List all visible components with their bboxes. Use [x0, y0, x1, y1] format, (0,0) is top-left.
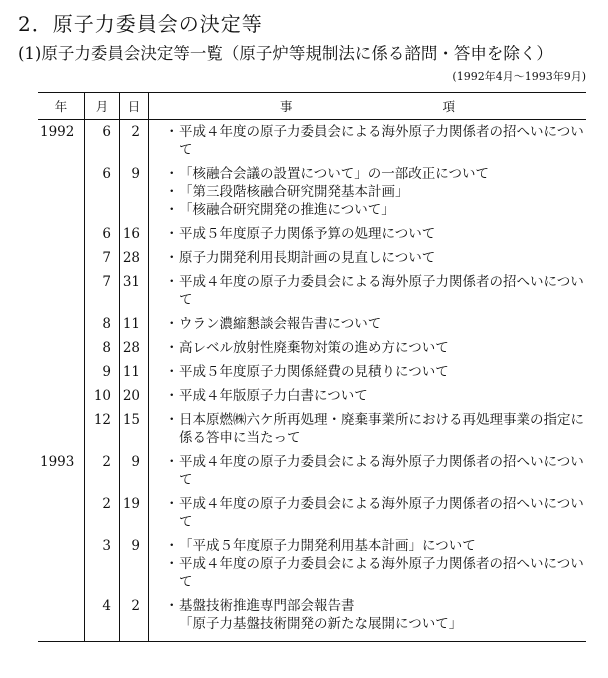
- cell-subject: [149, 162, 587, 222]
- cell-year: 1993: [40, 454, 75, 470]
- subject-text: 「第三段階核融合研究開発基本計画」: [179, 184, 409, 200]
- cell-month: 6: [85, 222, 120, 246]
- header-day: 日: [120, 93, 149, 120]
- bullet-mark: ・: [165, 556, 179, 572]
- cell-subject: [149, 336, 587, 360]
- table-header-row: [38, 93, 586, 120]
- table-row: [38, 270, 586, 312]
- subject-text: 平成４年度の原子力委員会による海外原子力関係者の招へいについて: [179, 496, 584, 530]
- table-row: [38, 336, 586, 360]
- cell-year: [38, 384, 85, 408]
- cell-day: 9: [120, 534, 149, 594]
- cell-day: 19: [120, 492, 149, 534]
- cell-year: [38, 336, 85, 360]
- cell-year: [38, 222, 85, 246]
- subject-text: 平成４年度の原子力委員会による海外原子力関係者の招へいについて: [179, 556, 584, 590]
- table-row: [38, 408, 586, 450]
- subject-text: ウラン濃縮懇談会報告書について: [179, 316, 382, 332]
- cell-subject: [149, 534, 587, 594]
- period-label: (1992年4月～1993年9月): [452, 70, 586, 83]
- cell-year: [38, 534, 85, 594]
- cell-subject: [149, 492, 587, 534]
- cell-subject: [149, 384, 587, 408]
- subject-entry: [149, 273, 586, 309]
- cell-month: 3: [85, 534, 120, 594]
- header-subject-b: 項: [442, 99, 456, 114]
- subject-text: 日本原燃㈱六ケ所再処理・廃棄事業所における再処理事業の指定に係る答申に当たって: [179, 412, 584, 446]
- subject-text: 平成４年度の原子力委員会による海外原子力関係者の招へいについて: [179, 124, 584, 158]
- table-row: [38, 162, 586, 222]
- cell-subject: [149, 246, 587, 270]
- bullet-mark: ・: [165, 166, 179, 182]
- header-year: 年: [38, 93, 85, 120]
- cell-month: 2: [85, 492, 120, 534]
- cell-day: 11: [120, 312, 149, 336]
- cell-year: [38, 594, 85, 642]
- cell-subject: [149, 270, 587, 312]
- subject-entry: [149, 555, 586, 591]
- cell-month: 8: [85, 336, 120, 360]
- cell-month: 6: [85, 120, 120, 163]
- cell-day: 15: [120, 408, 149, 450]
- subject-text: 「原子力基盤技術開発の新たな展開について」: [179, 616, 463, 632]
- subject-entry: [149, 123, 586, 159]
- subject-entry: [149, 165, 586, 183]
- cell-day: 31: [120, 270, 149, 312]
- subject-entry: [149, 537, 586, 555]
- section-heading: 2．原子力委員会の決定等: [18, 12, 263, 36]
- cell-subject: [149, 450, 587, 492]
- bullet-mark: ・: [165, 226, 179, 242]
- subject-text: 平成４年度の原子力委員会による海外原子力関係者の招へいについて: [179, 454, 584, 488]
- cell-day: 9: [120, 450, 149, 492]
- subject-text: 平成５年度原子力関係予算の処理について: [179, 226, 436, 242]
- subject-text: 高レベル放射性廃棄物対策の進め方について: [179, 340, 449, 356]
- cell-subject: [149, 360, 587, 384]
- subject-entry: [149, 201, 586, 219]
- cell-day: 28: [120, 336, 149, 360]
- cell-day: 9: [120, 162, 149, 222]
- cell-day: 2: [120, 594, 149, 642]
- bullet-mark: ・: [165, 202, 179, 218]
- table-body: [38, 120, 586, 642]
- bullet-mark: ・: [165, 340, 179, 356]
- cell-day: 11: [120, 360, 149, 384]
- subject-text: 平成４年度の原子力委員会による海外原子力関係者の招へいについて: [179, 274, 584, 308]
- cell-year: [38, 312, 85, 336]
- cell-month: 7: [85, 246, 120, 270]
- subject-entry: [149, 387, 586, 405]
- bullet-mark: ・: [165, 316, 179, 332]
- subject-entry: [149, 453, 586, 489]
- cell-year: [38, 408, 85, 450]
- subject-entry: [149, 411, 586, 447]
- cell-day: 2: [120, 120, 149, 163]
- subject-text: 平成４年版原子力白書について: [179, 388, 368, 404]
- cell-month: 7: [85, 270, 120, 312]
- table-heading: (1)原子力委員会決定等一覧（原子炉等規制法に係る諮問・答申を除く）: [18, 44, 553, 63]
- cell-month: 2: [85, 450, 120, 492]
- subject-text: 「平成５年度原子力開発利用基本計画」について: [179, 538, 476, 554]
- cell-month: 6: [85, 162, 120, 222]
- table-row: [38, 450, 586, 492]
- bullet-mark: ・: [165, 124, 179, 140]
- subject-entry: [149, 315, 586, 333]
- subject-entry: [149, 249, 586, 267]
- table-row: [38, 312, 586, 336]
- cell-day: 28: [120, 246, 149, 270]
- bullet-mark: ・: [165, 538, 179, 554]
- subject-text: 基盤技術推進専門部会報告書: [179, 598, 355, 614]
- cell-subject: [149, 594, 587, 642]
- table-row: [38, 120, 586, 163]
- table-row: [38, 246, 586, 270]
- bullet-mark: ・: [165, 274, 179, 290]
- subject-entry: [149, 339, 586, 357]
- cell-month: 10: [85, 384, 120, 408]
- table-row: [38, 384, 586, 408]
- header-subject-a: 事: [279, 99, 293, 114]
- subject-text: 平成５年度原子力関係経費の見積りについて: [179, 364, 449, 380]
- header-subject: [149, 93, 587, 120]
- table-row: [38, 492, 586, 534]
- bullet-mark: ・: [165, 598, 179, 614]
- bullet-mark: ・: [165, 454, 179, 470]
- cell-day: 20: [120, 384, 149, 408]
- cell-subject: [149, 408, 587, 450]
- cell-subject: [149, 222, 587, 246]
- cell-year: [38, 492, 85, 534]
- header-month: 月: [85, 93, 120, 120]
- cell-subject: [149, 312, 587, 336]
- table-row: [38, 360, 586, 384]
- cell-year: [38, 246, 85, 270]
- table-row: [38, 534, 586, 594]
- cell-year: [38, 360, 85, 384]
- subject-entry: [149, 183, 586, 201]
- bullet-mark: ・: [165, 184, 179, 200]
- decisions-table: [38, 92, 586, 642]
- cell-month: 4: [85, 594, 120, 642]
- subject-entry: [149, 225, 586, 243]
- table-row: [38, 594, 586, 642]
- bullet-mark: ・: [165, 364, 179, 380]
- bullet-mark: ・: [165, 496, 179, 512]
- subject-text: 「核融合研究開発の推進について」: [179, 202, 395, 218]
- subject-entry: [149, 363, 586, 381]
- subject-entry: [149, 615, 586, 633]
- subject-text: 原子力開発利用長期計画の見直しについて: [179, 250, 436, 266]
- table-row: [38, 222, 586, 246]
- cell-day: 16: [120, 222, 149, 246]
- cell-month: 9: [85, 360, 120, 384]
- bullet-mark: ・: [165, 250, 179, 266]
- cell-month: 12: [85, 408, 120, 450]
- bullet-mark: ・: [165, 412, 179, 428]
- cell-year: [38, 162, 85, 222]
- cell-year: [38, 270, 85, 312]
- bullet-mark: ・: [165, 388, 179, 404]
- cell-subject: [149, 120, 587, 163]
- cell-month: 8: [85, 312, 120, 336]
- subject-entry: [149, 597, 586, 615]
- cell-year: 1992: [40, 124, 75, 140]
- subject-entry: [149, 495, 586, 531]
- subject-text: 「核融合会議の設置について」の一部改正について: [179, 166, 489, 182]
